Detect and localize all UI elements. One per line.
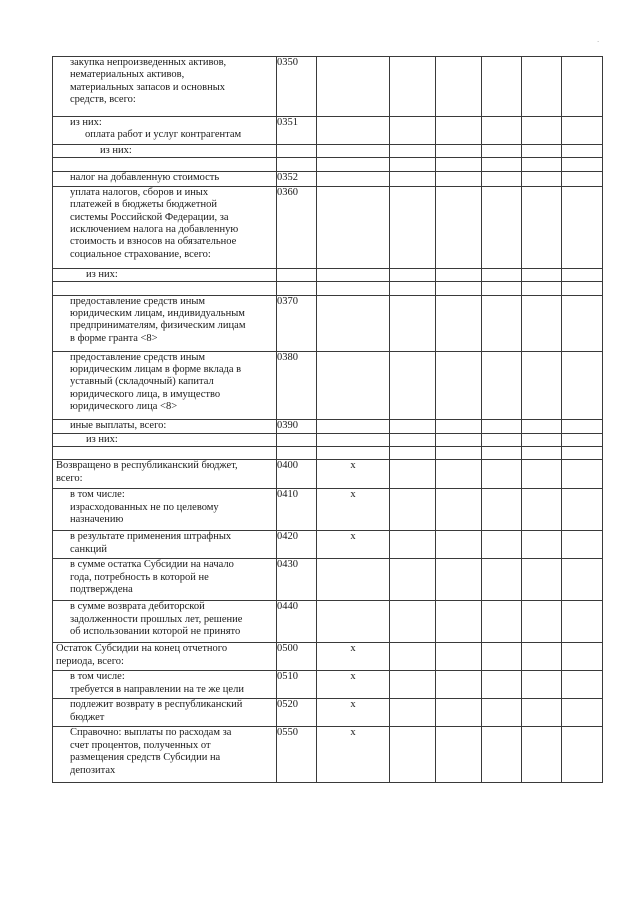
row-label-line: налог на добавленную стоимость [70, 171, 220, 183]
value-cell [317, 351, 390, 419]
value-cell [390, 489, 436, 531]
value-cell [482, 351, 522, 419]
value-cell [436, 727, 482, 783]
row-label [53, 282, 277, 295]
value-cell [436, 158, 482, 171]
value-cell [482, 419, 522, 433]
value-cell [317, 601, 390, 643]
value-cell [522, 433, 562, 446]
row-label-line: из них: [86, 268, 118, 280]
value-cell [436, 351, 482, 419]
value-cell [562, 158, 603, 171]
value-cell [317, 699, 390, 727]
row-label-line: закупка непроизведенных активов, [70, 57, 227, 68]
row-label [53, 489, 277, 531]
row-label [53, 57, 277, 117]
value-cell [390, 351, 436, 419]
row-label-line: в том числе: [70, 489, 125, 501]
row-label-line: иные выплаты, всего: [70, 419, 167, 431]
value-cell [436, 489, 482, 531]
value-cell [562, 727, 603, 783]
value-cell [390, 145, 436, 158]
value-cell [390, 601, 436, 643]
row-label-line: юридическим лицам в форме вклада в [70, 364, 242, 376]
row-code: 0440 [277, 601, 317, 643]
row-label [53, 295, 277, 351]
row-label-line: всего: [56, 472, 83, 484]
row-label-line: назначению [70, 514, 124, 526]
row-label-line: санкций [70, 543, 108, 555]
table-row [53, 447, 603, 460]
row-label-line: в форме гранта <8> [70, 332, 158, 344]
value-cell [317, 282, 390, 295]
value-cell [482, 268, 522, 281]
value-cell [390, 699, 436, 727]
row-label-line: Справочно: выплаты по расходам за [70, 727, 232, 739]
row-label-line: материальных запасов и основных [70, 81, 226, 93]
row-label-line: предоставление средств иным [70, 295, 206, 307]
value-cell [436, 268, 482, 281]
row-code: 0500 [277, 643, 317, 671]
row-label-line: бюджет [70, 711, 105, 723]
value-cell [562, 489, 603, 531]
value-cell [562, 117, 603, 145]
value-cell [390, 727, 436, 783]
x-mark: x [350, 489, 356, 501]
value-cell [522, 158, 562, 171]
row-code: 0410 [277, 489, 317, 531]
value-cell [522, 351, 562, 419]
value-cell [436, 531, 482, 559]
value-cell [522, 295, 562, 351]
value-cell [317, 419, 390, 433]
row-code [277, 158, 317, 171]
table-row [53, 419, 603, 433]
value-cell [436, 559, 482, 601]
value-cell [522, 117, 562, 145]
value-cell [522, 57, 562, 117]
value-cell [317, 531, 390, 559]
scan-speck: · [597, 38, 600, 46]
value-cell [562, 282, 603, 295]
table-row [53, 186, 603, 268]
value-cell [436, 643, 482, 671]
value-cell [436, 433, 482, 446]
value-cell [482, 671, 522, 699]
row-label-line: счет процентов, полученных от [70, 739, 211, 751]
row-label-line: в том числе: [70, 671, 125, 683]
row-label-line [70, 158, 276, 170]
row-code: 0370 [277, 295, 317, 351]
table-row [53, 643, 603, 671]
row-code: 0420 [277, 531, 317, 559]
value-cell [436, 699, 482, 727]
value-cell [562, 531, 603, 559]
table-row [53, 699, 603, 727]
row-label-line: об использовании которой не принято [70, 626, 241, 638]
row-label [53, 671, 277, 699]
row-code: 0520 [277, 699, 317, 727]
value-cell [482, 643, 522, 671]
value-cell [522, 186, 562, 268]
value-cell [562, 601, 603, 643]
row-label-line: предпринимателям, физическим лицам [70, 320, 246, 332]
value-cell [317, 145, 390, 158]
row-code: 0510 [277, 671, 317, 699]
row-sublabel-line: оплата работ и услуг контрагентам [85, 129, 242, 141]
value-cell [482, 282, 522, 295]
value-cell [482, 447, 522, 460]
value-cell [317, 727, 390, 783]
value-cell [482, 117, 522, 145]
value-cell [522, 419, 562, 433]
row-label [53, 460, 277, 489]
value-cell [562, 419, 603, 433]
row-label-line: юридическим лицам, индивидуальным [70, 308, 245, 320]
row-label-line: уплата налогов, сборов и иных [70, 186, 209, 198]
value-cell [390, 158, 436, 171]
x-mark: x [350, 460, 356, 472]
value-cell [522, 531, 562, 559]
table-row [53, 351, 603, 419]
row-label [53, 727, 277, 783]
row-label [53, 171, 277, 186]
row-code [277, 433, 317, 446]
value-cell [390, 559, 436, 601]
row-label-line: в сумме остатка Субсидии на начало [70, 559, 234, 571]
value-cell [482, 158, 522, 171]
row-label [53, 559, 277, 601]
value-cell [562, 643, 603, 671]
row-label [53, 433, 277, 446]
value-cell [562, 57, 603, 117]
row-label-line: года, потребность в которой не [70, 571, 209, 583]
row-label-line [70, 282, 276, 294]
row-code: 0430 [277, 559, 317, 601]
table-row [53, 282, 603, 295]
row-label [53, 601, 277, 643]
row-code: 0360 [277, 186, 317, 268]
value-cell [562, 351, 603, 419]
value-cell [482, 145, 522, 158]
row-label-line: Остаток Субсидии на конец отчетного [56, 643, 228, 655]
table-row [53, 145, 603, 158]
row-label-line: из них: [70, 117, 102, 128]
value-cell [482, 460, 522, 489]
table-row [53, 57, 603, 117]
row-label-line: израсходованных не по целевому [70, 501, 219, 513]
value-cell [522, 282, 562, 295]
table-row [53, 531, 603, 559]
row-label-line: юридического лица, в имущество [70, 388, 221, 400]
row-label-line: предоставление средств иным [70, 351, 206, 363]
row-label [53, 447, 277, 460]
value-cell [317, 460, 390, 489]
row-label-line: юридического лица <8> [70, 401, 178, 413]
row-code: 0350 [277, 57, 317, 117]
row-label-line: Возвращено в республиканский бюджет, [56, 460, 238, 472]
value-cell [562, 433, 603, 446]
row-label-line [70, 447, 276, 459]
value-cell [562, 145, 603, 158]
x-mark: x [350, 727, 356, 739]
row-label-line: платежей в бюджеты бюджетной [70, 199, 217, 211]
value-cell [436, 57, 482, 117]
value-cell [482, 171, 522, 186]
value-cell [522, 447, 562, 460]
table-row [53, 601, 603, 643]
row-code: 0390 [277, 419, 317, 433]
row-code: 0380 [277, 351, 317, 419]
row-label-line: уставный (складочный) капитал [70, 376, 214, 388]
value-cell [522, 699, 562, 727]
value-cell [390, 295, 436, 351]
value-cell [317, 433, 390, 446]
value-cell [482, 295, 522, 351]
row-label-line: средств, всего: [70, 94, 136, 106]
row-label-line: стоимость и взносов на обязательное [70, 236, 237, 248]
value-cell [317, 643, 390, 671]
value-cell [390, 643, 436, 671]
row-label-line: исключением налога на добавленную [70, 224, 239, 236]
value-cell [436, 671, 482, 699]
row-code [277, 145, 317, 158]
table-row [53, 489, 603, 531]
value-cell [562, 171, 603, 186]
value-cell [436, 419, 482, 433]
row-label [53, 158, 277, 171]
table-body [53, 57, 603, 783]
row-label [53, 643, 277, 671]
row-label-line: депозитах [70, 764, 116, 776]
row-label [53, 186, 277, 268]
value-cell [390, 433, 436, 446]
value-cell [522, 601, 562, 643]
value-cell [522, 559, 562, 601]
value-cell [482, 559, 522, 601]
value-cell [390, 671, 436, 699]
value-cell [390, 268, 436, 281]
value-cell [482, 727, 522, 783]
value-cell [482, 489, 522, 531]
table-row [53, 171, 603, 186]
table-row [53, 460, 603, 489]
value-cell [562, 295, 603, 351]
value-cell [522, 145, 562, 158]
table-row [53, 117, 603, 145]
value-cell [482, 57, 522, 117]
value-cell [317, 268, 390, 281]
row-code: 0550 [277, 727, 317, 783]
value-cell [317, 671, 390, 699]
value-cell [562, 447, 603, 460]
row-label-line: в результате применения штрафных [70, 531, 232, 543]
row-label-line: из них: [100, 145, 132, 156]
value-cell [522, 268, 562, 281]
value-cell [317, 158, 390, 171]
value-cell [522, 671, 562, 699]
value-cell [436, 171, 482, 186]
value-cell [317, 295, 390, 351]
value-cell [522, 643, 562, 671]
table-row [53, 559, 603, 601]
value-cell [436, 117, 482, 145]
row-label [53, 531, 277, 559]
x-mark: x [350, 671, 356, 683]
value-cell [522, 171, 562, 186]
row-label-line: периода, всего: [56, 655, 124, 667]
value-cell [562, 268, 603, 281]
value-cell [390, 57, 436, 117]
table-row [53, 158, 603, 171]
row-label-line: из них: [86, 433, 118, 445]
value-cell [522, 489, 562, 531]
row-label [53, 699, 277, 727]
row-code [277, 282, 317, 295]
row-label-line: подтверждена [70, 584, 133, 596]
value-cell [436, 601, 482, 643]
value-cell [482, 433, 522, 446]
x-mark: x [350, 531, 356, 543]
row-label-line: системы Российской Федерации, за [70, 211, 229, 223]
value-cell [390, 186, 436, 268]
value-cell [436, 186, 482, 268]
value-cell [562, 559, 603, 601]
report-table [52, 56, 603, 783]
row-code [277, 447, 317, 460]
row-code [277, 268, 317, 281]
value-cell [562, 460, 603, 489]
x-mark: x [350, 699, 356, 711]
x-mark: x [350, 643, 356, 655]
value-cell [436, 295, 482, 351]
value-cell [436, 282, 482, 295]
row-label [53, 145, 277, 158]
value-cell [390, 117, 436, 145]
value-cell [390, 531, 436, 559]
value-cell [436, 145, 482, 158]
value-cell [436, 447, 482, 460]
value-cell [390, 171, 436, 186]
row-code: 0400 [277, 460, 317, 489]
row-label-line: в сумме возврата дебиторской [70, 601, 205, 613]
table-row [53, 671, 603, 699]
value-cell [390, 282, 436, 295]
value-cell [390, 460, 436, 489]
value-cell [317, 171, 390, 186]
value-cell [562, 671, 603, 699]
row-label [53, 117, 277, 145]
row-label [53, 351, 277, 419]
table-row [53, 295, 603, 351]
row-label-line: нематериальных активов, [70, 69, 185, 81]
row-label-line: социальное страхование, всего: [70, 248, 211, 260]
value-cell [482, 531, 522, 559]
value-cell [317, 559, 390, 601]
value-cell [562, 186, 603, 268]
row-label-line: подлежит возврату в республиканский [70, 699, 243, 711]
value-cell [482, 699, 522, 727]
value-cell [317, 57, 390, 117]
row-label-line: размещения средств Субсидии на [70, 752, 221, 764]
value-cell [562, 699, 603, 727]
value-cell [482, 186, 522, 268]
value-cell [390, 447, 436, 460]
row-code: 0352 [277, 171, 317, 186]
row-label-line: требуется в направлении на те же цели [70, 683, 244, 695]
value-cell [317, 447, 390, 460]
value-cell [390, 419, 436, 433]
value-cell [317, 489, 390, 531]
row-code: 0351 [277, 117, 317, 145]
table-row [53, 268, 603, 281]
value-cell [436, 460, 482, 489]
value-cell [522, 460, 562, 489]
table-row [53, 727, 603, 783]
table-row [53, 433, 603, 446]
value-cell [482, 601, 522, 643]
row-label [53, 268, 277, 281]
value-cell [317, 117, 390, 145]
row-label [53, 419, 277, 433]
row-label-line: задолженности прошлых лет, решение [70, 613, 243, 625]
value-cell [522, 727, 562, 783]
value-cell [317, 186, 390, 268]
